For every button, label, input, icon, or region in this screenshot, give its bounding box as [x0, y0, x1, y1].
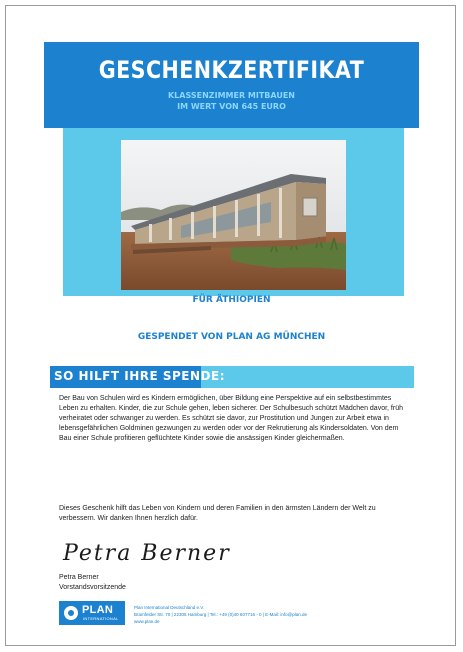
certificate-title: GESCHENKZERTIFIKAT — [98, 56, 365, 84]
certificate-page — [5, 5, 456, 646]
org-web: www.plan.de — [134, 619, 160, 624]
subtitle-line-2: IM WERT VON 645 EURO — [177, 102, 286, 111]
signer-name: Petra Berner — [59, 574, 99, 581]
photo-band — [63, 128, 404, 296]
subtitle-line-1: KLASSENZIMMER MITBAUEN — [167, 91, 295, 100]
thank-you-paragraph: Dieses Geschenk hilft das Leben von Kindern und deren Familien in den ärmsten Ländern der Welt zu verbessern. Wir danken Ihnen herzlich dafür. — [59, 505, 376, 522]
school-building-photo — [121, 140, 346, 290]
help-heading: SO HILFT IHRE SPENDE: — [54, 369, 225, 383]
donor-name: GESPENDET VON PLAN AG MÜNCHEN — [137, 332, 326, 342]
organization-footer — [134, 604, 424, 625]
certificate-subtitle — [44, 90, 419, 112]
plan-logo-sub: INTERNATIONAL — [83, 616, 119, 621]
org-name: Plan International Deutschland e.V. — [134, 605, 205, 610]
description-paragraph: Der Bau von Schulen wird es Kindern ermöglichen, über Bildung eine Perspektive auf ein selbstbestimmtes Leben zu erhalten. Kinder, die zur Schule gehen, leben sicherer. Der Schulbesuch schützt Mädchen davor, früh verheiratet oder schwanger zu werden. Es schützt sie davor, zur Prostitution und Jungen zur Arbeit etwa in lebensgefährlichen Goldminen gezwungen zu werden oder vor der Rekrutierung als Kindersoldaten. Von dem Bau einer Schule profitieren geflüchtete Kinder sowie die ansässigen Kinder gleichermaßen. — [59, 395, 403, 442]
help-banner — [50, 366, 414, 388]
org-address: Bramfelder Str. 70 | 22305 Hamburg | Tel.: +49 (0)40 607716 - 0 | E-Mail: info@plan.de — [134, 612, 307, 617]
signature-graphic — [61, 532, 231, 575]
signer-role: Vorstandsvorsitzende — [59, 584, 126, 591]
recipient-country: FÜR ÄTHIOPIEN — [192, 295, 271, 305]
certificate-header — [44, 42, 419, 128]
plan-logo-icon — [64, 606, 78, 620]
plan-logo-word: PLAN — [82, 604, 114, 616]
signature-script: Petra Berner — [63, 541, 231, 566]
plan-logo — [59, 601, 125, 625]
